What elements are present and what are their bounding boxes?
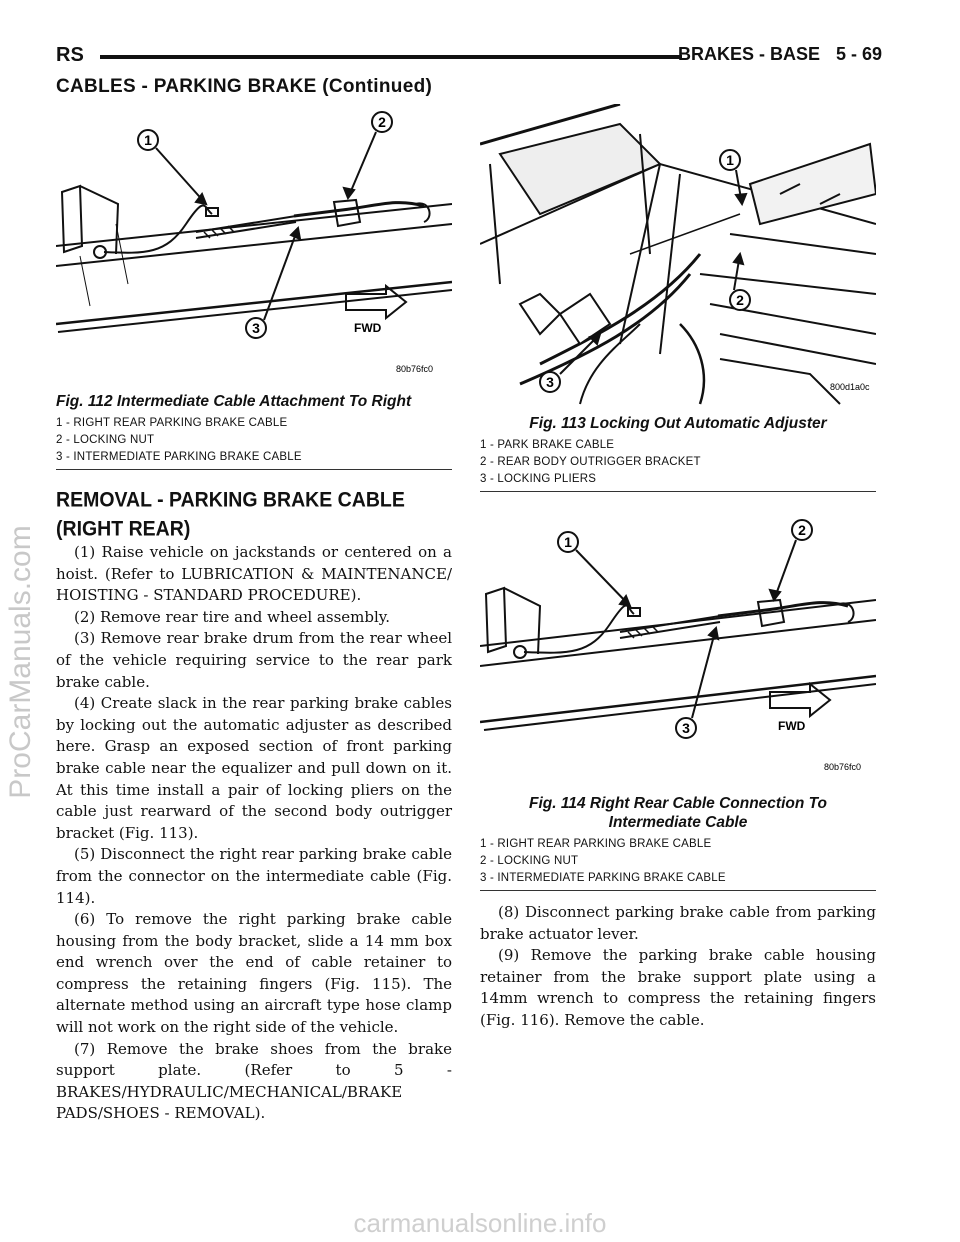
right-column-text [480,902,876,1032]
fig114-fwd-label: FWD [778,719,806,733]
fig114-caption [480,794,876,891]
fig114-title-line1: Fig. 114 Right Rear Cable Connection To [529,795,827,812]
fig113-callout-3-label: 3 [546,374,554,390]
fig114-callout-2-label: 2 [798,522,806,538]
fig114-title-line2: Intermediate Cable [608,814,748,831]
fig112-illustration [56,104,452,384]
fig113-caption [480,414,876,492]
fig114-illustration [480,508,876,778]
legend-item: 2 - REAR BODY OUTRIGGER BRACKET [480,456,701,468]
step-paragraph: (3) Remove rear brake drum from the rear wheel of the vehicle requiring service to the rear park brake cable. [56,629,452,691]
header-section-page [678,44,882,65]
legend-item: 2 - LOCKING NUT [480,855,579,867]
step-paragraph: (7) Remove the brake shoes from the brake support plate. (Refer to 5 - BRAKES/HYDRAULIC/MECHANICAL/BRAKE PADS/SHOES - REMOVAL). [56,1039,452,1123]
header-page-number: 5 - 69 [835,44,882,64]
side-watermark: ProCarManuals.com [4,525,37,799]
fig112-title: Fig. 112 Intermediate Cable Attachment To Right [56,393,412,410]
fig113-title: Fig. 113 Locking Out Automatic Adjuster [529,415,827,432]
fig112-callout-2-label: 2 [378,114,386,130]
fig114-divider [480,890,876,891]
section-title: REMOVAL - PARKING BRAKE CABLE (RIGHT REAR) [56,488,405,541]
step-paragraph: (9) Remove the parking brake cable housing retainer from the brake support plate using a 14mm wrench to compress the retaining fingers (Fig. 116). Remove the cable. [480,946,876,1029]
fig113-illustration [480,104,876,408]
step-paragraph: (4) Create slack in the rear parking brake cables by locking out the automatic adjuster as described here. Grasp an exposed section of front parking brake cable near the equalizer and pull down on it. At this time install a pair of locking pliers on the cable just rearward of the second body outrigger bracket (Fig. 113). [56,694,452,842]
page-header [56,44,882,72]
legend-item: 3 - INTERMEDIATE PARKING BRAKE CABLE [56,451,302,463]
fig112-callout-1-label: 1 [144,132,152,148]
fig113-divider [480,491,876,492]
fig114-legend [480,836,876,887]
header-section-title: BRAKES - BASE [677,44,820,64]
left-column-text [56,542,452,1125]
fig113-callout-1-label: 1 [726,152,734,168]
header-model-code: RS [56,44,84,66]
step-paragraph: (1) Raise vehicle on jackstands or centered on a hoist. (Refer to LUBRICATION & MAINTENANCE/ HOISTING - STANDARD PROCEDURE). [56,543,452,605]
fig112-caption [56,392,452,470]
legend-item: 2 - LOCKING NUT [56,434,155,446]
fig114-callout-1-label: 1 [564,534,572,550]
fig112-fwd-label: FWD [354,321,382,335]
fig113-legend [480,437,876,488]
continued-heading: CABLES - PARKING BRAKE (Continued) [56,76,433,97]
fig114-code: 80b76fc0 [824,762,862,772]
fig112-callout-3-label: 3 [252,320,260,336]
bottom-watermark: carmanualsonline.info [353,1208,607,1238]
fig114-title [480,794,876,832]
legend-item: 1 - RIGHT REAR PARKING BRAKE CABLE [480,838,712,850]
header-rule [100,55,682,59]
legend-item: 3 - LOCKING PLIERS [480,473,597,485]
step-paragraph: (2) Remove rear tire and wheel assembly. [74,607,391,626]
step-paragraph: (6) To remove the right parking brake cable housing from the body bracket, slide a 14 mm box end wrench over the end of cable retainer to compress the retaining fingers (Fig. 115). The alternate method using an aircraft type hose clamp will not work on the right side of the vehicle. [56,910,452,1037]
fig113-code: 800d1a0c [830,382,870,392]
legend-item: 1 - RIGHT REAR PARKING BRAKE CABLE [56,417,288,429]
fig114-fwd-arrow [770,684,830,716]
step-paragraph: (8) Disconnect parking brake cable from parking brake actuator lever. [480,903,876,943]
fig112-code: 80b76fc0 [396,364,434,374]
fig114-callout-3-label: 3 [682,720,690,736]
step-paragraph: (5) Disconnect the right rear parking brake cable from the connector on the intermediate cable (Fig. 114). [56,845,452,907]
fig113-callout-2-label: 2 [736,292,744,308]
fig112-divider [56,469,452,470]
legend-item: 1 - PARK BRAKE CABLE [480,439,615,451]
fig112-legend [56,415,452,466]
legend-item: 3 - INTERMEDIATE PARKING BRAKE CABLE [480,872,726,884]
